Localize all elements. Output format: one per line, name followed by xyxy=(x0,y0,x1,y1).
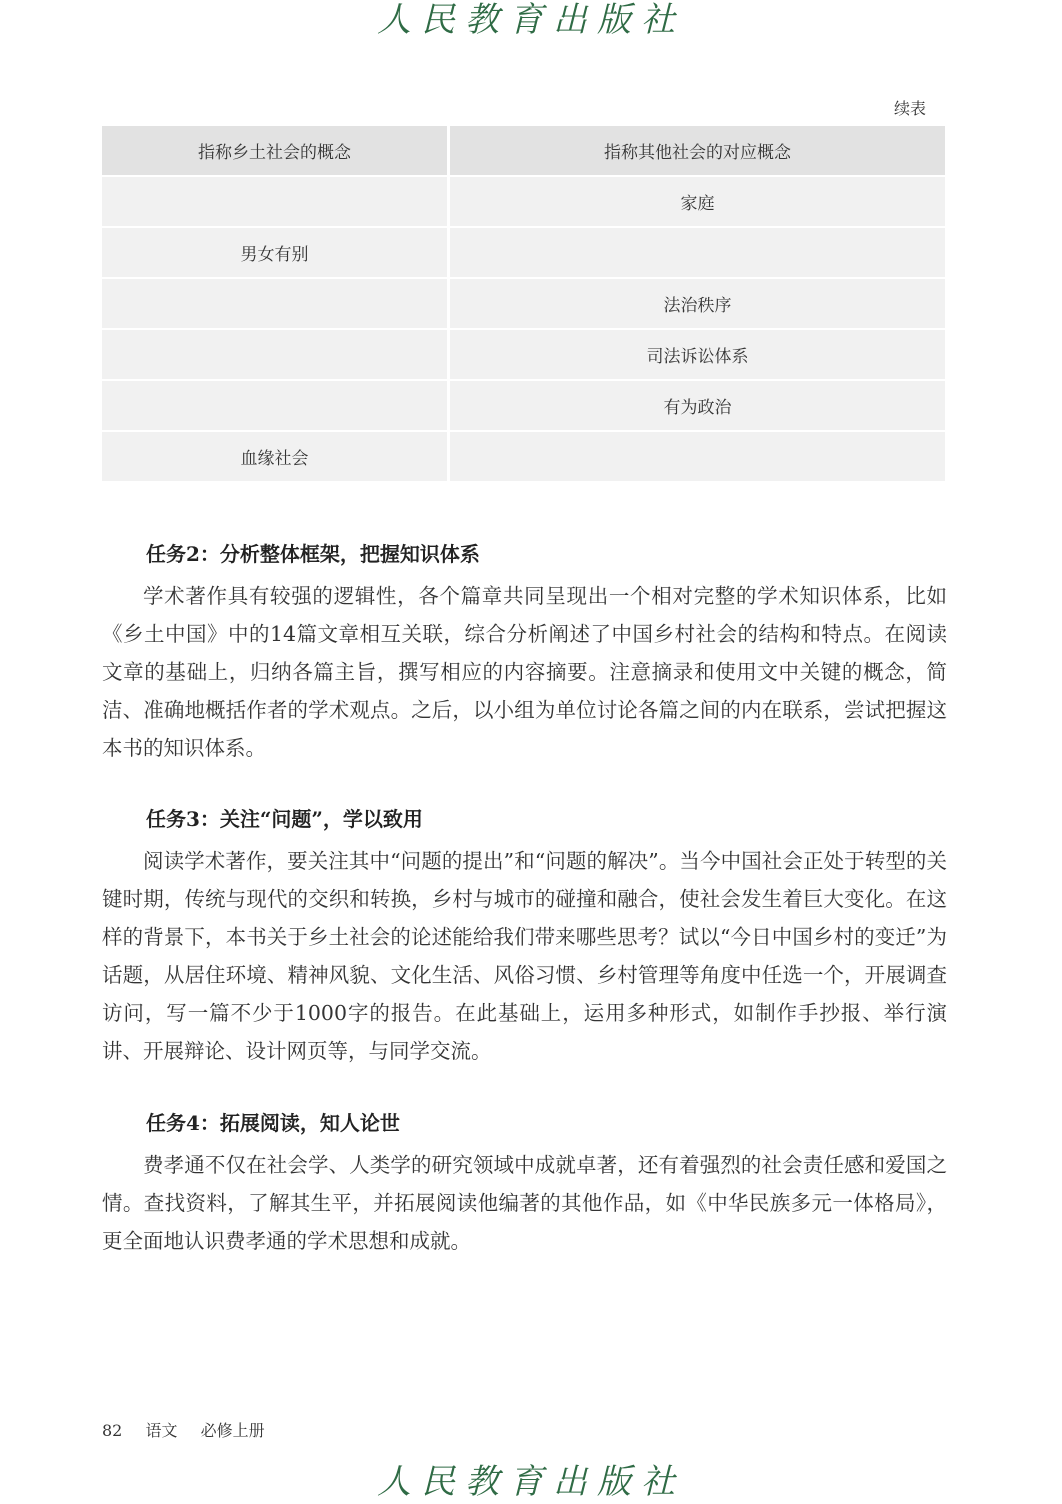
table-cell xyxy=(449,431,946,482)
volume-label: 必修上册 xyxy=(200,1421,265,1440)
task-4-body: 费孝通不仅在社会学、人类学的研究领域中成就卓著，还有着强烈的社会责任感和爱国之情。查找资料，了解其生平，并拓展阅读他编著的其他作品，如《中华民族多元一体格局》，更全面地认识费孝通的学术思想和成就。 xyxy=(102,1153,947,1253)
table-cell xyxy=(102,176,449,227)
table-cell: 司法诉讼体系 xyxy=(449,329,946,380)
table-cell xyxy=(102,278,449,329)
task-2-heading: 任务2：分析整体框架，把握知识体系 xyxy=(146,542,480,566)
table-cell: 法治秩序 xyxy=(449,278,946,329)
task-3-body: 阅读学术著作，要关注其中“问题的提出”和“问题的解决”。当今中国社会正处于转型的关键时期，传统与现代的交织和转换，乡村与城市的碰撞和融合，使社会发生着巨大变化。在这样的背景下，本书关于乡土社会的论述能给我们带来哪些思考？试以“今日中国乡村的变迁”为话题，从居住环境、精神风貌、文化生活、风俗习惯、乡村管理等角度中任选一个，开展调查访问，写一篇不少于1000字的报告。在此基础上，运用多种形式，如制作手抄报、举行演讲、开展辩论、设计网页等，与同学交流。 xyxy=(102,849,947,1063)
table-row xyxy=(102,176,945,227)
table-row xyxy=(102,227,945,278)
table-row xyxy=(102,431,945,482)
table-cell: 血缘社会 xyxy=(102,431,449,482)
table-cell: 有为政治 xyxy=(449,380,946,431)
concepts-table xyxy=(102,126,945,483)
table-row xyxy=(102,278,945,329)
task-3-heading: 任务3：关注“问题”，学以致用 xyxy=(146,807,423,831)
table-cell: 家庭 xyxy=(449,176,946,227)
page-number: 82 xyxy=(102,1421,123,1440)
publisher-logo-top: 人民教育出版社 xyxy=(377,0,685,40)
page-footer xyxy=(102,1418,283,1441)
table-cell: 男女有别 xyxy=(102,227,449,278)
table-header-cell: 指称其他社会的对应概念 xyxy=(449,126,946,176)
table-caption: 续表 xyxy=(893,99,926,118)
publisher-logo-bottom: 人民教育出版社 xyxy=(377,1462,685,1502)
task-4-heading: 任务4：拓展阅读，知人论世 xyxy=(146,1111,400,1135)
table-row xyxy=(102,380,945,431)
table-header-cell: 指称乡土社会的概念 xyxy=(102,126,449,176)
task-3-section xyxy=(102,804,947,1070)
task-4-section xyxy=(102,1108,947,1260)
table-cell xyxy=(102,380,449,431)
table-header-row xyxy=(102,126,945,176)
table-cell xyxy=(449,227,946,278)
task-2-section xyxy=(102,539,947,767)
table-row xyxy=(102,329,945,380)
task-2-body: 学术著作具有较强的逻辑性，各个篇章共同呈现出一个相对完整的学术知识体系，比如《乡土中国》中的14篇文章相互关联，综合分析阐述了中国乡村社会的结构和特点。在阅读文章的基础上，归纳各篇主旨，撰写相应的内容摘要。注意摘录和使用文中关键的概念，简洁、准确地概括作者的学术观点。之后，以小组为单位讨论各篇之间的内在联系，尝试把握这本书的知识体系。 xyxy=(102,584,947,760)
subject-label: 语文 xyxy=(145,1421,178,1440)
table-cell xyxy=(102,329,449,380)
